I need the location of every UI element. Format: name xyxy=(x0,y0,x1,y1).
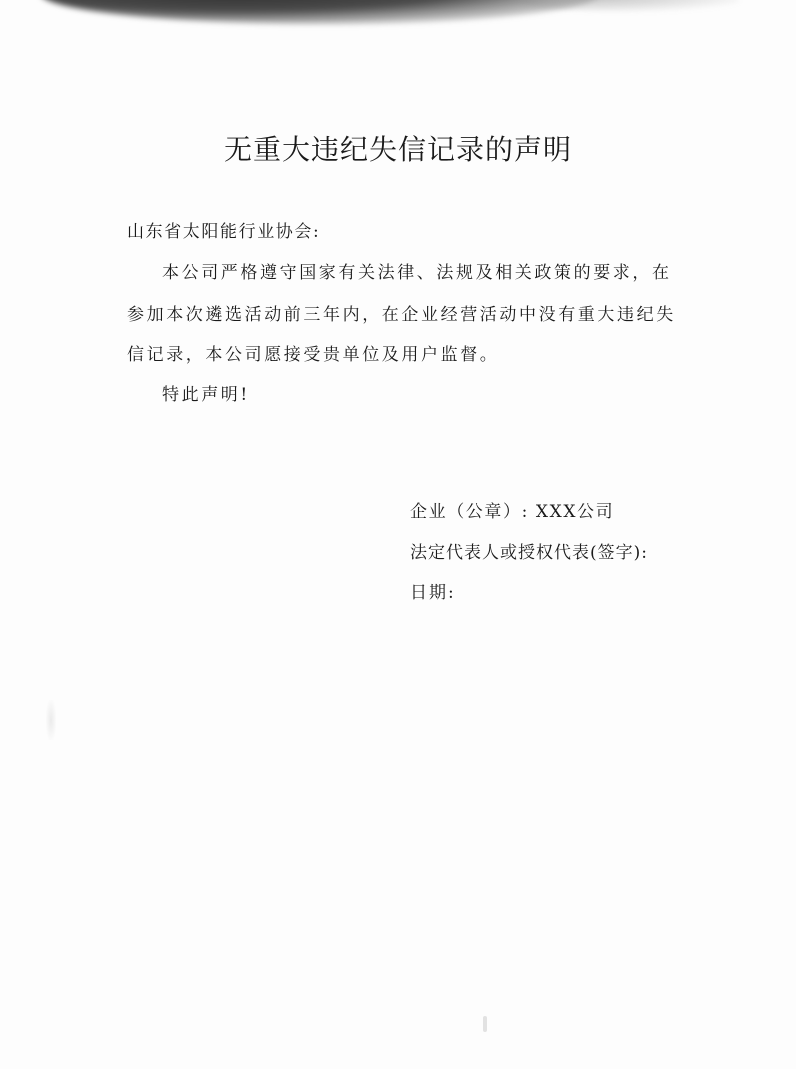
signature-date: 日期: xyxy=(410,583,456,603)
scan-mark xyxy=(483,1016,487,1032)
document-title: 无重大违纪失信记录的声明 xyxy=(223,133,572,166)
body-line-2: 参加本次遴选活动前三年内，在企业经营活动中没有重大违纪失 xyxy=(127,305,676,325)
signature-company: 企业（公章）: XXX公司 xyxy=(410,502,615,522)
closing-statement: 特此声明! xyxy=(162,385,250,405)
body-line-1: 本公司严格遵守国家有关法律、法规及相关政策的要求，在 xyxy=(162,263,672,283)
scan-smudge xyxy=(46,700,56,740)
signature-representative: 法定代表人或授权代表(签字): xyxy=(410,543,648,563)
scan-shadow xyxy=(40,0,600,24)
salutation: 山东省太阳能行业协会: xyxy=(127,222,321,242)
body-line-3: 信记录，本公司愿接受贵单位及用户监督。 xyxy=(127,345,500,365)
